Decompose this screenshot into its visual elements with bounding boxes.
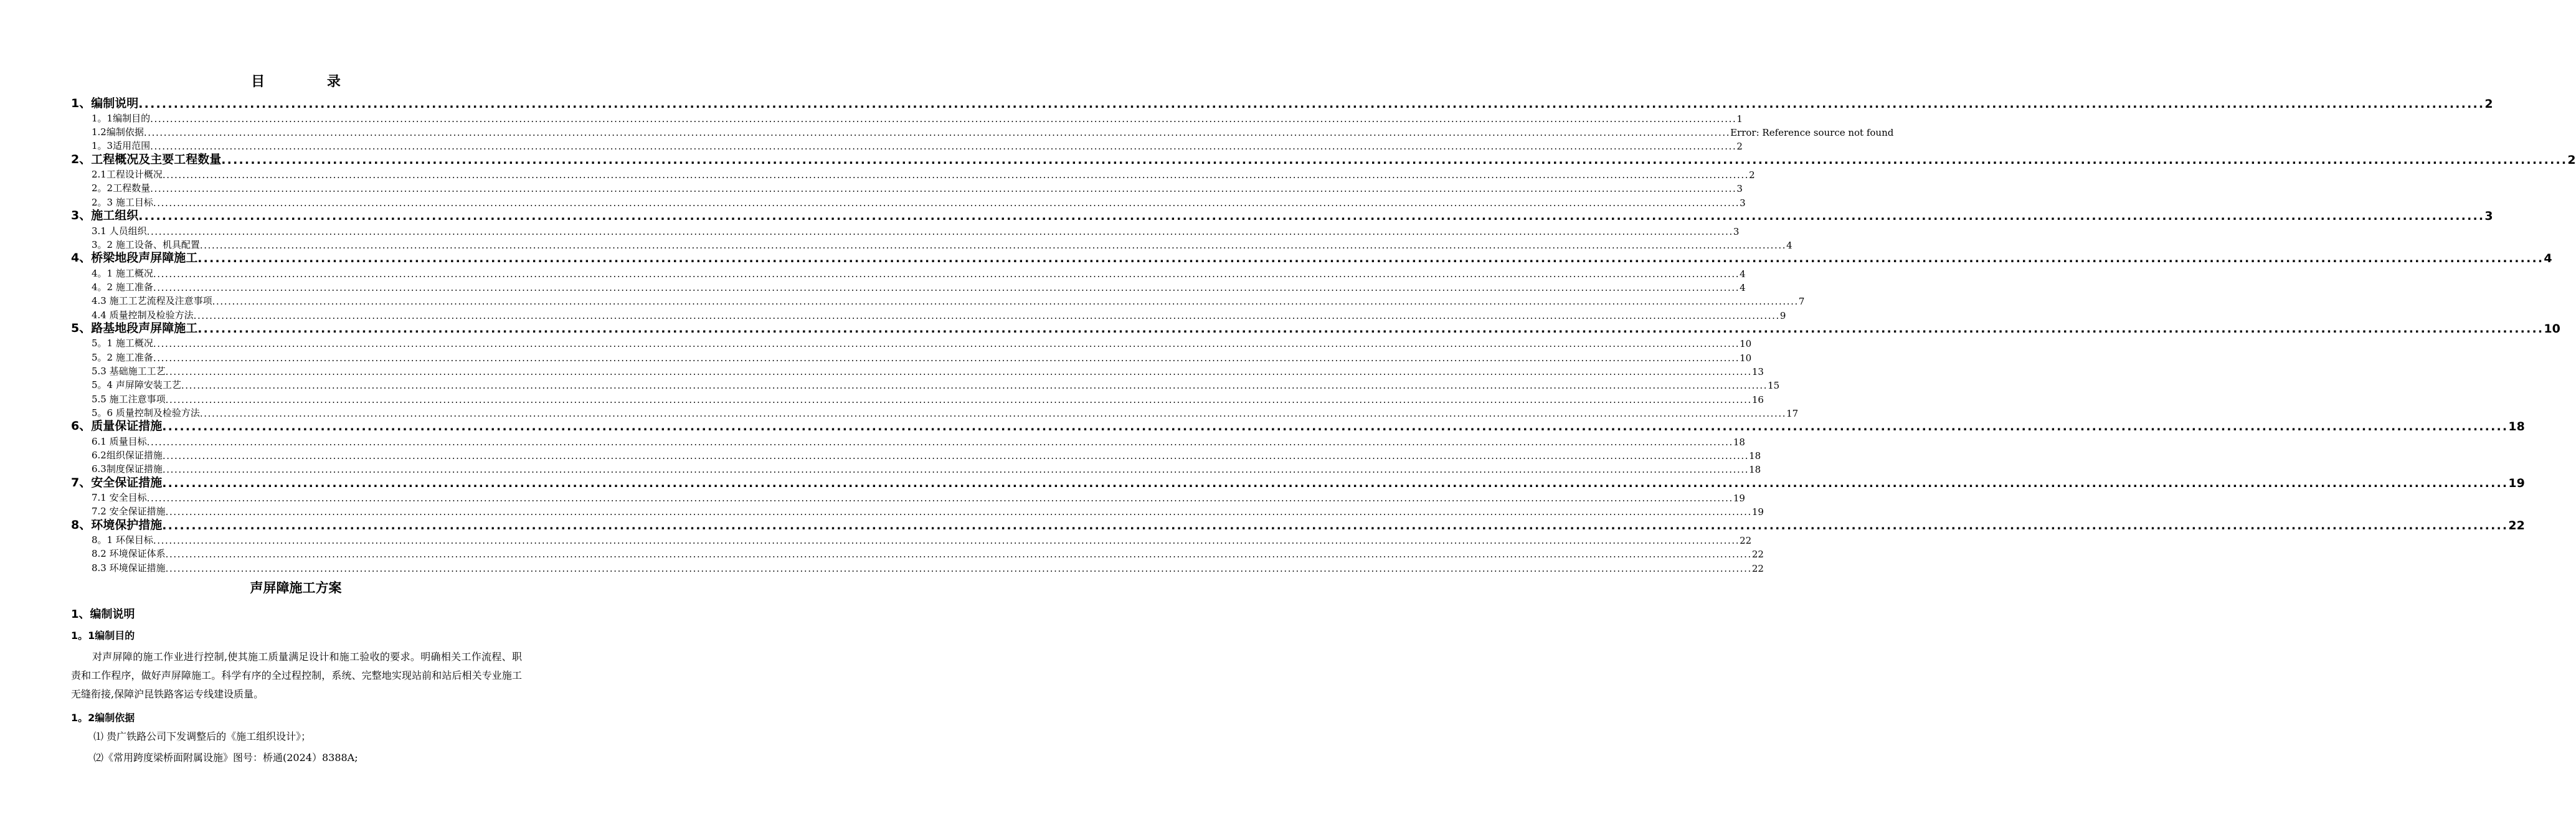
toc-entry-page: 13	[1751, 366, 1764, 377]
toc-entry-page: 1	[1736, 113, 1743, 125]
toc-entry-title: 5。2 施工准备	[92, 351, 153, 363]
toc-entry-page: 22	[1740, 535, 1752, 547]
toc-dot-leader: ................................................................................................................................................................................................................................................................................................................................................................................................................	[150, 141, 1737, 153]
toc-entry-title: 3。2 施工设备、机具配置	[92, 239, 200, 250]
toc-entry-title: 5.3 基础施工工艺	[92, 365, 166, 377]
toc-entry-page: 22	[1751, 549, 1764, 560]
toc-entry-section[interactable]	[71, 321, 2560, 336]
toc-dot-leader: ................................................................................................................................................................................................................................................................................................................................................................................................................	[199, 407, 1787, 419]
toc-entry-title: 1。1编制目的	[92, 112, 151, 124]
toc-entry-subsection[interactable]	[71, 433, 1745, 448]
toc-entry-subsection[interactable]	[71, 125, 1894, 139]
toc-entry-title: 4.4 质量控制及检验方法	[92, 309, 194, 321]
toc-entry-page: 18	[1749, 450, 1761, 461]
toc-entry-title: 8.3 环境保证措施	[92, 562, 166, 574]
table-of-contents	[71, 96, 2576, 574]
section-heading-1: 1、编制说明	[71, 608, 135, 621]
toc-entry-subsection[interactable]	[71, 336, 1752, 350]
toc-entry-page: 10	[1740, 352, 1752, 364]
toc-dot-leader: ................................................................................................................................................................................................................................................................................................................................................................................................................	[162, 420, 2509, 434]
toc-dot-leader: ................................................................................................................................................................................................................................................................................................................................................................................................................	[153, 535, 1740, 547]
toc-dot-leader: ................................................................................................................................................................................................................................................................................................................................................................................................................	[199, 239, 1787, 251]
toc-entry-page: Error: Reference source not found	[1730, 127, 1894, 139]
toc-entry-page: 2	[1749, 169, 1755, 181]
toc-entry-title: 5、路基地段声屏障施工	[71, 321, 198, 336]
toc-entry-page: 7	[1798, 296, 1805, 308]
toc-entry-section[interactable]	[71, 209, 2493, 224]
toc-dot-leader: ................................................................................................................................................................................................................................................................................................................................................................................................................	[197, 252, 2544, 266]
subsection-heading-1-1: 1。1编制目的	[71, 630, 135, 641]
toc-dot-leader: ................................................................................................................................................................................................................................................................................................................................................................................................................	[150, 113, 1737, 125]
toc-dot-leader: ................................................................................................................................................................................................................................................................................................................................................................................................................	[165, 394, 1752, 405]
toc-entry-page: 9	[1779, 310, 1786, 321]
toc-entry-title: 1。3适用范围	[92, 140, 151, 152]
toc-entry-title: 3.1 人员组织	[92, 225, 147, 237]
toc-dot-leader: ................................................................................................................................................................................................................................................................................................................................................................................................................	[181, 380, 1768, 392]
toc-entry-subsection[interactable]	[71, 364, 1764, 377]
toc-entry-title: 6.2组织保证措施	[92, 449, 163, 461]
toc-entry-subsection[interactable]	[71, 111, 1743, 125]
toc-entry-page: 4	[1786, 239, 1792, 251]
reference-item: ⑴ 贵广铁路公司下发调整后的《施工组织设计》；	[93, 731, 311, 742]
toc-entry-page: 15	[1768, 380, 1780, 392]
toc-entry-title: 7.2 安全保证措施	[92, 506, 166, 518]
toc-entry-title: 8.2 环境保证体系	[92, 548, 166, 560]
toc-entry-subsection[interactable]	[71, 223, 1740, 237]
toc-entry-page: 3	[1736, 183, 1743, 195]
toc-entry-page: 4	[1740, 268, 1746, 280]
toc-title: 目 录	[251, 74, 369, 90]
toc-entry-page: 19	[2508, 476, 2525, 490]
toc-entry-page: 16	[1751, 394, 1764, 405]
toc-entry-subsection[interactable]	[71, 391, 1764, 405]
toc-dot-leader: ................................................................................................................................................................................................................................................................................................................................................................................................................	[165, 506, 1752, 518]
toc-entry-subsection[interactable]	[71, 167, 1755, 181]
toc-entry-page: 2	[2567, 153, 2576, 167]
toc-entry-title: 4。2 施工准备	[92, 281, 153, 293]
toc-entry-page: 4	[2544, 252, 2552, 266]
toc-entry-page: 4	[1740, 281, 1746, 293]
toc-dot-leader: ................................................................................................................................................................................................................................................................................................................................................................................................................	[153, 197, 1740, 209]
toc-entry-section[interactable]	[71, 518, 2525, 532]
toc-entry-title: 1、编制说明	[71, 96, 139, 110]
toc-entry-subsection[interactable]	[71, 181, 1743, 195]
subsection-heading-1-2: 1。2编制依据	[71, 712, 135, 724]
toc-entry-section[interactable]	[71, 419, 2525, 434]
toc-entry-page: 22	[2508, 518, 2525, 532]
toc-entry-subsection[interactable]	[71, 490, 1745, 504]
toc-entry-page: 19	[1751, 506, 1764, 518]
toc-entry-title: 7、安全保证措施	[71, 475, 163, 489]
toc-entry-title: 6.1 质量目标	[92, 435, 147, 447]
toc-entry-title: 7.1 安全目标	[92, 492, 147, 504]
toc-dot-leader: ................................................................................................................................................................................................................................................................................................................................................................................................................	[193, 310, 1780, 321]
toc-dot-leader: ................................................................................................................................................................................................................................................................................................................................................................................................................	[143, 127, 1731, 139]
toc-dot-leader: ................................................................................................................................................................................................................................................................................................................................................................................................................	[212, 296, 1799, 308]
toc-entry-section[interactable]	[71, 475, 2525, 490]
toc-dot-leader: ................................................................................................................................................................................................................................................................................................................................................................................................................	[153, 268, 1740, 280]
toc-entry-page: 3	[1733, 225, 1740, 237]
toc-dot-leader: ................................................................................................................................................................................................................................................................................................................................................................................................................	[153, 352, 1740, 364]
toc-dot-leader: ................................................................................................................................................................................................................................................................................................................................................................................................................	[146, 436, 1733, 448]
toc-entry-subsection[interactable]	[71, 293, 1805, 308]
toc-dot-leader: ................................................................................................................................................................................................................................................................................................................................................................................................................	[146, 493, 1733, 504]
reference-item: ⑵《常用跨度梁桥面附属设施》图号：桥通(2024）8388A;	[93, 752, 358, 764]
toc-entry-title: 2、工程概况及主要工程数量	[71, 152, 222, 166]
toc-entry-title: 2。3 施工目标	[92, 196, 153, 208]
document-title: 声屏障施工方案	[250, 580, 342, 595]
toc-entry-section[interactable]	[71, 96, 2493, 111]
toc-dot-leader: ................................................................................................................................................................................................................................................................................................................................................................................................................	[162, 464, 1750, 476]
toc-entry-title: 3、施工组织	[71, 209, 139, 223]
toc-entry-section[interactable]	[71, 152, 2576, 167]
toc-entry-page: 17	[1786, 407, 1799, 419]
toc-entry-subsection[interactable]	[71, 280, 1746, 293]
toc-entry-title: 2。2工程数量	[92, 182, 151, 194]
toc-entry-page: 18	[1733, 436, 1745, 448]
toc-entry-page: 10	[2544, 322, 2560, 336]
toc-entry-title: 4.3 施工工艺流程及注意事项	[92, 295, 212, 307]
toc-entry-page: 3	[1740, 197, 1746, 209]
toc-dot-leader: ................................................................................................................................................................................................................................................................................................................................................................................................................	[138, 97, 2485, 111]
toc-dot-leader: ................................................................................................................................................................................................................................................................................................................................................................................................................	[165, 549, 1752, 560]
toc-dot-leader: ................................................................................................................................................................................................................................................................................................................................................................................................................	[162, 476, 2509, 490]
toc-entry-page: 10	[1740, 338, 1752, 350]
toc-entry-subsection[interactable]	[71, 546, 1764, 560]
toc-entry-title: 6.3制度保证措施	[92, 463, 163, 475]
toc-entry-page: 19	[1733, 493, 1745, 504]
toc-dot-leader: ................................................................................................................................................................................................................................................................................................................................................................................................................	[162, 169, 1750, 181]
paragraph-purpose: 对声屏障的施工作业进行控制,使其施工质量满足设计和施工验收的要求。明确相关工作流程、职责和工作程序，做好声屏障施工。科学有序的全过程控制，系统、完整地实现站前和站后相关专业施工无缝衔接,保障沪昆铁路客运专线建设质量。	[71, 651, 522, 700]
toc-entry-title: 1.2编制依据	[92, 126, 144, 138]
toc-entry-title: 5。1 施工概况	[92, 338, 153, 349]
toc-dot-leader: ................................................................................................................................................................................................................................................................................................................................................................................................................	[146, 225, 1733, 237]
toc-dot-leader: ................................................................................................................................................................................................................................................................................................................................................................................................................	[162, 450, 1750, 461]
toc-dot-leader: ................................................................................................................................................................................................................................................................................................................................................................................................................	[153, 281, 1740, 293]
toc-dot-leader: ................................................................................................................................................................................................................................................................................................................................................................................................................	[138, 209, 2485, 224]
toc-entry-subsection[interactable]	[71, 560, 1764, 574]
toc-entry-subsection[interactable]	[71, 194, 1746, 209]
toc-entry-title: 4。1 施工概况	[92, 267, 153, 279]
toc-entry-title: 8、环境保护措施	[71, 518, 163, 532]
toc-entry-page: 2	[1736, 141, 1743, 153]
toc-dot-leader: ................................................................................................................................................................................................................................................................................................................................................................................................................	[153, 338, 1740, 350]
toc-entry-title: 4、桥梁地段声屏障施工	[71, 251, 198, 265]
toc-entry-page: 22	[1751, 562, 1764, 574]
toc-dot-leader: ................................................................................................................................................................................................................................................................................................................................................................................................................	[197, 322, 2544, 336]
toc-entry-subsection[interactable]	[71, 448, 1761, 461]
toc-entry-subsection[interactable]	[71, 377, 1780, 392]
toc-entry-page: 3	[2484, 209, 2493, 224]
toc-entry-title: 5。6 质量控制及检验方法	[92, 407, 200, 418]
toc-entry-title: 5。4 声屏障安装工艺	[92, 379, 181, 391]
toc-entry-title: 8。1 环保目标	[92, 534, 153, 546]
toc-entry-page: 18	[2508, 420, 2525, 434]
toc-entry-page: 2	[2484, 97, 2493, 111]
toc-dot-leader: ................................................................................................................................................................................................................................................................................................................................................................................................................	[165, 366, 1752, 377]
toc-dot-leader: ................................................................................................................................................................................................................................................................................................................................................................................................................	[165, 562, 1752, 574]
toc-dot-leader: ................................................................................................................................................................................................................................................................................................................................................................................................................	[162, 518, 2509, 532]
toc-dot-leader: ................................................................................................................................................................................................................................................................................................................................................................................................................	[150, 183, 1737, 195]
toc-entry-section[interactable]	[71, 251, 2552, 266]
toc-entry-subsection[interactable]	[71, 349, 1752, 364]
toc-entry-page: 18	[1749, 464, 1761, 476]
toc-dot-leader: ................................................................................................................................................................................................................................................................................................................................................................................................................	[221, 153, 2568, 167]
toc-entry-subsection[interactable]	[71, 265, 1746, 280]
toc-entry-title: 5.5 施工注意事项	[92, 393, 166, 405]
toc-entry-subsection[interactable]	[71, 532, 1752, 547]
toc-entry-title: 2.1工程设计概况	[92, 169, 163, 181]
toc-entry-title: 6、质量保证措施	[71, 419, 163, 433]
